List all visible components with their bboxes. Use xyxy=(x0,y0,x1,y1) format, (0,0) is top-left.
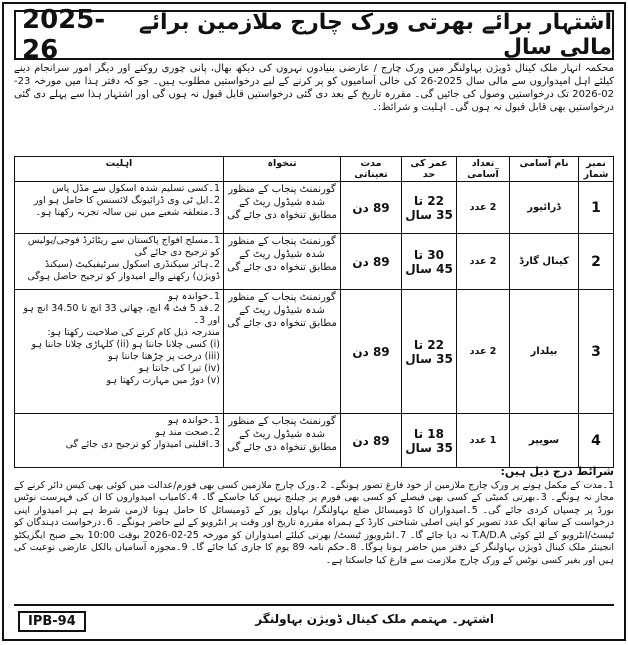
eligibility-line: (v) دوڑ میں مہارت رکھتا ہو xyxy=(106,375,220,386)
row-serial: 2 xyxy=(579,234,614,290)
row-pay: گورنمنٹ پنجاب کے منظور شدہ شیڈول ریٹ کے مطابق تنخواہ دی جائے گی xyxy=(224,234,341,290)
row-count: 2 عدد xyxy=(457,234,510,290)
eligibility-line: 1۔مسلح افواج پاکستان سے ریٹائرڈ فوجی/پولیس کو ترجیح دی جائے گی xyxy=(27,235,220,258)
row-duration: 89 دن xyxy=(341,182,402,234)
terms-section xyxy=(14,466,614,598)
eligibility-line: 2۔ہائر سیکنڈری اسکول سرٹیفیکیٹ (سیکنڈ ڈویژن) رکھنے والے امیدوار کو ترجیح حاصل ہوگی xyxy=(27,259,220,282)
row-eligibility xyxy=(15,234,224,290)
header-duration: مدت تعیناتی xyxy=(341,157,402,182)
row-serial: 4 xyxy=(579,414,614,468)
row-duration: 89 دن xyxy=(341,290,402,414)
row-count: 1 عدد xyxy=(457,414,510,468)
header-count: تعداد آسامی xyxy=(457,157,510,182)
terms-body: 1۔مدت کے مکمل ہونے پر ورک چارج ملازمین از خود فارغ تصور ہونگے۔ 2۔ورک چارج ملازمین کسی بھی فورم/عدالت میں کوئی بھی کیس دائر کرنے کے مجاز نہ ہونگے۔ 3۔بھرتی کمیٹی کے کسی بھی فیصلے کو کسی بھی فورم پر چیلنج نہیں کیا جاسکے گا۔ 4۔کامیاب امیدواروں کا ان کی فہرست نوٹس بورڈ پر چسپاں کردی جائے گی۔ 5۔امیدواران کا ڈومیسائل ضلع بہاولنگر/ بہاول پور کے ڈومیسائل کا حامل ہونا لازمی شرط ہے ہر امیدوار اپنی درخواست کے ساتھ ایک عدد تصویر کو اپنی اصلی شناختی کارڈ کے ہمراہ مقررہ تاریخ اور وقت پر انٹرویو کے لیے حاضر ہونگے۔ 6۔درخواست دہندگان کو ٹیسٹ/انٹرویو کے لئے کوئی T.A/D.A نہ دیا جائے گا۔ 7۔انٹرویوز ٹیسٹ/ بھرتی کیلئے امیدواران کو مورخہ 25-02-2026 بوقت 10:00 بجے صبح ایگزیکٹو انجینئر ملک کینال ڈویژن بہاولنگر کے دفتر میں حاضر ہونا ہوگا۔ 8۔حکم نامہ 89 یوم کا جاری کیا جائے گا۔ 9۔مجوزہ آسامیاں بالکل عارضی نوعیت کی ہیں اور بغیر کسی نوٹس کے ورک چارج ملازمت سے فارغ کیا جاسکتا ہے۔ xyxy=(14,479,614,566)
row-count: 2 عدد xyxy=(457,182,510,234)
eligibility-line: 1۔خواندہ ہو xyxy=(168,291,220,302)
row-eligibility xyxy=(15,414,224,468)
page-title xyxy=(14,5,614,65)
title-year: 2025-26 xyxy=(22,5,106,65)
eligibility-line: (i) کسی چلانا جانتا ہو (ii) کلہاڑی چلانا جانتا ہو xyxy=(31,339,220,350)
issuer-signature: اشتہر۔ مہتمم ملک کینال ڈویژن بہاولنگر xyxy=(255,612,494,626)
terms-heading: شرائط درج ذیل ہیں: xyxy=(500,466,614,478)
eligibility-line: 3۔متعلقہ شعبے میں تین سالہ تجربہ رکھتا ہو۔ xyxy=(35,207,220,218)
table-header-row xyxy=(15,157,614,182)
row-count: 2 عدد xyxy=(457,290,510,414)
eligibility-line: 2۔قد 5 فٹ 4 انچ، چھاتی 33 انچ تا 34.50 انچ ہو اور 3۔ xyxy=(23,303,220,326)
table-row xyxy=(15,182,614,234)
header-eligibility: اہلیت xyxy=(15,157,224,182)
row-eligibility xyxy=(15,290,224,414)
row-post: ڈرائیور xyxy=(510,182,579,234)
posts-table xyxy=(14,156,614,468)
row-post: کینال گارڈ xyxy=(510,234,579,290)
row-serial: 1 xyxy=(579,182,614,234)
row-serial: 3 xyxy=(579,290,614,414)
eligibility-line: 3۔اقلیتی امیدوار کو ترجیح دی جائے گی xyxy=(65,439,220,450)
row-pay: گورنمنٹ پنجاب کے منظور شدہ شیڈول ریٹ کے مطابق تنخواہ دی جائے گی xyxy=(224,414,341,468)
table-row xyxy=(15,414,614,468)
title-text: اشتہار برائے بھرتی ورک چارج ملازمین برائے مالی سال xyxy=(138,10,612,60)
advertisement-page xyxy=(2,2,626,641)
row-pay: گورنمنٹ پنجاب کے منظور شدہ شیڈول ریٹ کے مطابق تنخواہ دی جائے گی xyxy=(224,182,341,234)
row-pay: گورنمنٹ پنجاب کے منظور شدہ شیڈول ریٹ کے مطابق تنخواہ دی جائے گی xyxy=(224,290,341,414)
table-row xyxy=(15,290,614,414)
eligibility-line: 2۔صحت مند ہو xyxy=(155,427,220,438)
row-post: سویپر xyxy=(510,414,579,468)
header-age: عمر کی حد xyxy=(402,157,457,182)
row-age: 30 تا 45 سال xyxy=(402,234,457,290)
header-serial: نمبر شمار xyxy=(579,157,614,182)
header-post: نام آسامی xyxy=(510,157,579,182)
row-age: 18 تا 35 سال xyxy=(402,414,457,468)
row-duration: 89 دن xyxy=(341,414,402,468)
eligibility-line: 1۔خواندہ ہو xyxy=(168,415,220,426)
footer xyxy=(14,604,614,632)
eligibility-line: (iii) درخت پر چڑھنا جانتا ہو xyxy=(108,351,220,362)
eligibility-line: 2۔ایل ٹی وی ڈرائیونگ لائسنس کا حامل ہو اور xyxy=(33,195,220,206)
row-duration: 89 دن xyxy=(341,234,402,290)
eligibility-line: (iv) تیرا کی جانتا ہو xyxy=(138,363,220,374)
intro-paragraph: محکمہ انہار ملک کینال ڈویژن بہاولنگر میں ورک چارج / عارضی بنیادوں نہروں کی دیکھ بھال، پانی چوری روکنے اور دیگر امور سرانجام دینے کیلئے اہل امیدواروں سے مالی سال 2025-26 کی خالی آسامیوں کو پر کرنے کے لیے درخواستیں مطلوب ہیں۔ جو کہ دفتر ہذا میں مورخہ 23-02-2026 تک درخواستیں وصول کی جائیں گی۔ مقررہ تاریخ کے بعد دی گئی درخواستیں قابل قبول نہ ہوں گی اور اشتہار ہذا سے پہلے دی گئی درخواستیں بھی قابل قبول نہ ہوں گی۔ اہلیت و شرائط:۔ xyxy=(14,63,614,113)
table-row xyxy=(15,234,614,290)
eligibility-line: 1۔کسی تسلیم شدہ اسکول سے مڈل پاس xyxy=(52,183,220,194)
eligibility-line: مندرجہ ذیل کام کرنے کی صلاحیت رکھتا ہو: xyxy=(47,327,220,338)
row-eligibility xyxy=(15,182,224,234)
ipb-code-badge: IPB-94 xyxy=(18,611,86,632)
row-age: 22 تا 35 سال xyxy=(402,290,457,414)
row-post: بیلدار xyxy=(510,290,579,414)
header-pay: تنخواہ xyxy=(224,157,341,182)
row-age: 22 تا 35 سال xyxy=(402,182,457,234)
